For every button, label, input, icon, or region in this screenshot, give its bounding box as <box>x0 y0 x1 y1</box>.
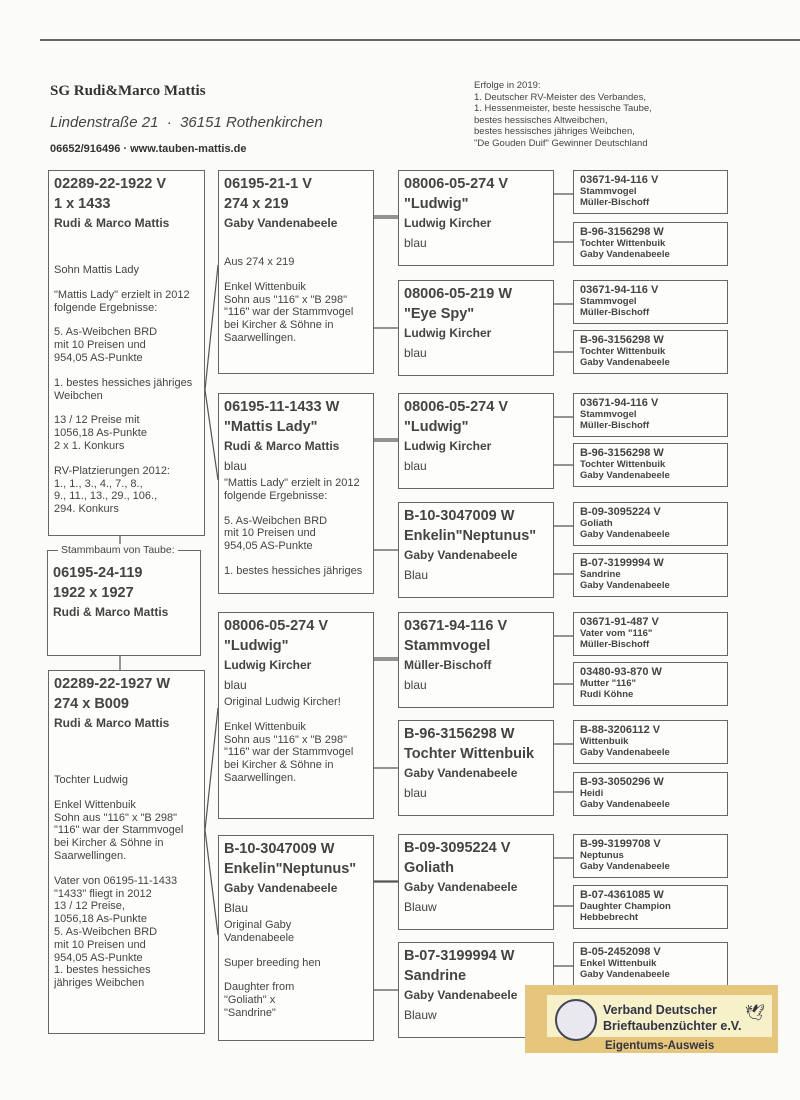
great-grandparent-box <box>573 443 728 487</box>
owner: Hebbebrecht <box>580 912 639 923</box>
owner: Müller-Bischoff <box>580 197 650 208</box>
color: blau <box>224 678 247 692</box>
owner: Rudi & Marco Mattis <box>224 439 340 453</box>
owner: Ludwig Kircher <box>224 658 312 672</box>
connector-line <box>205 390 218 480</box>
success-list: Erfolge in 2019: 1. Deutscher RV-Meister des Verbandes, 1. Hessenmeister, beste hessische Taube, bestes hessisches Altweibchen, bestes hessisches jähriges Weibchen, "De Gouden Duif" Gewinner Deutschland <box>474 80 652 149</box>
note: 13 / 12 Preise mit 1056,18 As-Punkte 2 x 1. Konkurs <box>54 414 147 452</box>
ring-number: 08006-05-274 V <box>404 176 508 192</box>
owner: Gaby Vandenabeele <box>580 580 670 591</box>
ring-number: B-88-3206112 V <box>580 724 661 736</box>
great-grandparent-box <box>573 222 728 266</box>
owner: Gaby Vandenabeele <box>580 529 670 540</box>
owner: Gaby Vandenabeele <box>580 969 670 980</box>
great-grandparent-box <box>573 885 728 929</box>
note: Enkel Wittenbuik Sohn aus "116" x "B 298" "116" war der Stammvogel bei Kircher & Söhne in Saarwellingen. <box>54 798 184 862</box>
bird-name: "Ludwig" <box>224 638 289 654</box>
note: Enkel Wittenbuik Sohn aus "116" x "B 298" "116" war der Stammvogel bei Kircher & Söhne in Saarwellingen. <box>224 720 354 784</box>
parent-box <box>218 393 374 594</box>
stamp-line-3: Eigentums-Ausweis <box>605 1040 715 1052</box>
bird-name: Sandrine <box>580 569 621 580</box>
owner: Gaby Vandenabeele <box>224 881 338 895</box>
grandparent-box <box>398 834 554 930</box>
great-grandparent-box <box>573 170 728 214</box>
ring-number: 03671-94-116 V <box>580 284 659 296</box>
owner: Rudi & Marco Mattis <box>54 716 170 730</box>
color: blau <box>404 346 427 360</box>
ring-number: B-09-3095224 V <box>404 840 511 856</box>
ring-number: B-10-3047009 W <box>404 508 515 524</box>
note: 5. As-Weibchen BRD mit 10 Preisen und 954,05 AS-Punkte <box>54 326 158 364</box>
bird-name: Tochter Wittenbuik <box>580 346 666 357</box>
note: Daughter from "Goliath" x "Sandrine" <box>224 981 295 1019</box>
ring-number: 02289-22-1922 V <box>54 176 167 192</box>
ring-number: 08006-05-274 V <box>404 399 508 415</box>
bird-name: Vater vom "116" <box>580 628 653 639</box>
breeder-name: SG Rudi&Marco Mattis <box>50 83 206 99</box>
bird-name: Sandrine <box>404 968 467 984</box>
owner: Rudi & Marco Mattis <box>54 216 170 230</box>
note: Original Gaby Vandenabeele <box>224 919 295 944</box>
great-grandparent-box <box>573 612 728 656</box>
bird-name: Stammvogel <box>404 638 491 654</box>
bird-name: Goliath <box>580 518 613 529</box>
ring-number: B-07-4361085 W <box>580 889 664 901</box>
great-grandparent-box <box>573 280 728 324</box>
ring-number: B-09-3095224 V <box>580 506 661 518</box>
great-grandparent-box <box>573 393 728 437</box>
stamp-line-1: Verband Deutscher <box>603 1003 717 1017</box>
ring-number: B-93-3050296 W <box>580 776 664 788</box>
owner: Müller-Bischoff <box>580 307 650 318</box>
note: Original Ludwig Kircher! <box>224 696 341 708</box>
owner: Müller-Bischoff <box>580 420 650 431</box>
note: 1. bestes hessiches jähriges <box>224 564 363 577</box>
note: Aus 274 x 219 <box>224 256 295 268</box>
bird-name: 274 x B009 <box>54 696 129 712</box>
parent-box <box>218 170 374 374</box>
connector-line <box>205 265 218 390</box>
ring-number: 03671-94-116 V <box>580 397 659 409</box>
bird-name: "Ludwig" <box>404 196 469 212</box>
note: RV-Platzierungen 2012: 1., 1., 3., 4., 7., 8., 9., 11., 13., 29., 106., 294. Konkurs <box>54 464 170 516</box>
ring-number: 08006-05-274 V <box>224 618 328 634</box>
bird-name: "Ludwig" <box>404 419 469 435</box>
owner: Rudi Köhne <box>580 689 634 700</box>
pairing: 1922 x 1927 <box>53 585 134 601</box>
ring-number: B-96-3156298 W <box>580 334 664 346</box>
owner: Gaby Vandenabeele <box>580 861 670 872</box>
great-grandparent-box <box>573 942 728 986</box>
ring-number: B-96-3156298 W <box>580 226 664 238</box>
grandparent-box <box>398 502 554 598</box>
connector-line <box>205 830 218 935</box>
bird-name: Mutter "116" <box>580 678 636 689</box>
owner: Gaby Vandenabeele <box>580 249 670 260</box>
owner: Rudi & Marco Mattis <box>53 605 169 619</box>
note: Enkel Wittenbuik Sohn aus "116" x "B 298" "116" war der Stammvogel bei Kircher & Söhne in Saarwellingen. <box>224 280 354 344</box>
pedigree-of-label: Stammbaum von Taube: <box>58 544 178 556</box>
owner: Gaby Vandenabeele <box>580 470 670 481</box>
note: Tochter Ludwig <box>54 774 128 786</box>
ring-number: B-96-3156298 W <box>404 726 515 742</box>
pedigree-of-box <box>47 550 201 656</box>
bird-name: Enkelin"Neptunus" <box>224 861 357 877</box>
association-stamp <box>525 985 778 1053</box>
great-grandparent-box <box>573 772 728 816</box>
ring-number: B-07-3199994 W <box>404 948 515 964</box>
great-grandparent-box <box>573 662 728 706</box>
great-grandparent-box <box>573 834 728 878</box>
subject-box <box>48 170 205 536</box>
color: blau <box>404 236 427 250</box>
great-grandparent-box <box>573 720 728 764</box>
owner: Müller-Bischoff <box>580 639 650 650</box>
breeder-address: Lindenstraße 21 · 36151 Rothenkirchen <box>50 114 323 131</box>
owner: Gaby Vandenabeele <box>404 988 518 1002</box>
ring-number: 03480-93-870 W <box>580 666 662 678</box>
ring-number: B-05-2452098 V <box>580 946 661 958</box>
owner: Ludwig Kircher <box>404 326 492 340</box>
breeder-contact: 06652/916496 · www.tauben-mattis.de <box>50 143 247 155</box>
ring-number: B-07-3199994 W <box>580 557 664 569</box>
ring-number: 03671-94-116 V <box>404 618 508 634</box>
bird-name: Heidi <box>580 788 604 799</box>
bird-name: "Mattis Lady" <box>224 419 318 435</box>
color: Blauw <box>404 900 437 914</box>
note: 5. As-Weibchen BRD mit 10 Preisen und 954,05 AS-Punkte <box>224 514 328 553</box>
ring-number: 03671-94-116 V <box>580 174 659 186</box>
bird-name: "Eye Spy" <box>404 306 475 322</box>
great-grandparent-box <box>573 502 728 546</box>
color: blau <box>404 786 427 800</box>
note: "Mattis Lady" erzielt in 2012 folgende Ergebnisse: <box>224 477 360 502</box>
bird-name: Stammvogel <box>580 409 637 420</box>
ring-number: B-99-3199708 V <box>580 838 661 850</box>
note: Sohn Mattis Lady <box>54 264 139 276</box>
ring-number: 06195-21-1 V <box>224 176 312 192</box>
owner: Gaby Vandenabeele <box>404 548 518 562</box>
note: Super breeding hen <box>224 956 321 969</box>
color: Blau <box>224 901 249 915</box>
great-grandparent-box <box>573 330 728 374</box>
bird-name: Enkelin"Neptunus" <box>404 528 537 544</box>
owner: Müller-Bischoff <box>404 658 492 672</box>
grandparent-box <box>398 720 554 816</box>
owner: Ludwig Kircher <box>404 439 492 453</box>
bird-name: Goliath <box>404 860 454 876</box>
color: Blauw <box>404 1008 437 1022</box>
parent-box <box>218 835 374 1041</box>
bird-name: Enkel Wittenbuik <box>580 958 657 969</box>
connector-line <box>205 708 218 830</box>
association-logo-icon <box>555 999 597 1041</box>
grandparent-box <box>398 170 554 266</box>
bird-name: 274 x 219 <box>224 196 289 212</box>
note: Vater von 06195-11-1433 "1433" fliegt in 2012 13 / 12 Preise, 1056,18 As-Punkte 5. As-Weibchen BRD mit 10 Preisen und 954,05 AS-Punkte 1. bestes hessiches jähriges Weibchen <box>54 874 178 990</box>
bird-name: Wittenbuik <box>580 736 629 747</box>
pigeon-icon: 🕊 <box>745 1005 766 1022</box>
color: blau <box>404 459 427 473</box>
great-grandparent-box <box>573 553 728 597</box>
owner: Gaby Vandenabeele <box>404 880 518 894</box>
bird-name: Stammvogel <box>580 186 637 197</box>
owner: Gaby Vandenabeele <box>224 216 338 230</box>
ring-number: 06195-11-1433 W <box>224 399 340 415</box>
parent-box <box>218 612 374 819</box>
bird-name: Tochter Wittenbuik <box>580 459 666 470</box>
ring-number: 03671-91-487 V <box>580 616 659 628</box>
bird-name: Neptunus <box>580 850 624 861</box>
bird-name: Stammvogel <box>580 296 637 307</box>
owner: Gaby Vandenabeele <box>580 799 670 810</box>
bird-name: Tochter Wittenbuik <box>404 746 535 762</box>
ring-number: 06195-24-119 <box>53 565 143 581</box>
owner: Gaby Vandenabeele <box>580 747 670 758</box>
stamp-line-2: Brieftaubenzüchter e.V. <box>603 1019 742 1033</box>
color: blau <box>404 678 427 692</box>
note: "Mattis Lady" erzielt in 2012 folgende Ergebnisse: <box>54 288 190 314</box>
ring-number: 08006-05-219 W <box>404 286 513 302</box>
ring-number: B-10-3047009 W <box>224 841 335 857</box>
color: Blau <box>404 568 429 582</box>
ring-number: 02289-22-1927 W <box>54 676 171 692</box>
bird-name: 1 x 1433 <box>54 196 111 212</box>
grandparent-box <box>398 393 554 489</box>
color: blau <box>224 459 247 473</box>
grandparent-box <box>398 612 554 708</box>
ring-number: B-96-3156298 W <box>580 447 664 459</box>
subject2-box <box>48 670 205 1034</box>
bird-name: Daughter Champion <box>580 901 671 912</box>
note: 1. bestes hessiches jähriges Weibchen <box>54 376 193 402</box>
grandparent-box <box>398 280 554 376</box>
bird-name: Tochter Wittenbuik <box>580 238 666 249</box>
owner: Gaby Vandenabeele <box>404 766 518 780</box>
owner: Gaby Vandenabeele <box>580 357 670 368</box>
owner: Ludwig Kircher <box>404 216 492 230</box>
